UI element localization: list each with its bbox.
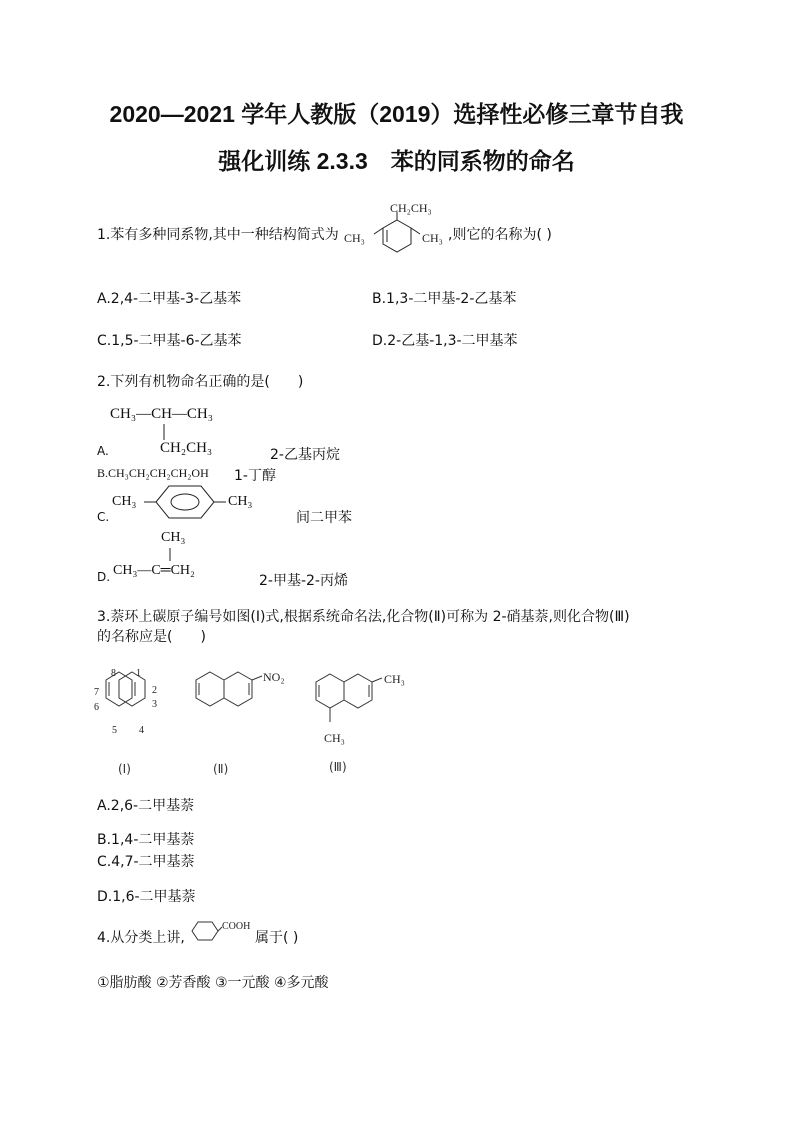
q4-stem-before: 4.从分类上讲, (97, 930, 185, 946)
q2-d-top: CH₃ (161, 530, 186, 545)
q1-option-a[interactable]: A.2,4-二甲基-3-乙基苯 (97, 291, 242, 307)
q3-fig1-label: (Ⅰ) (118, 762, 131, 776)
q1-left-methyl: CH₃ (344, 231, 365, 245)
q1-structure (340, 196, 460, 266)
q1-stem-before: 1.苯有多种同系物,其中一种结构简式为 (97, 227, 339, 243)
q3-fig1-num-6: 6 (94, 702, 99, 713)
q2-option-c[interactable]: C. (97, 510, 110, 524)
q1-stem-after: ,则它的名称为( ) (448, 227, 552, 243)
q3-fig3-dimethylnaphthalene (308, 664, 428, 754)
q3-option-d[interactable]: D.1,6-二甲基萘 (97, 889, 196, 905)
q3-fig1-num-1: 1 (136, 668, 141, 679)
q2-c-benzene (144, 484, 234, 528)
q2-c-name: 间二甲苯 (296, 510, 352, 526)
q4-benzoic-acid (186, 918, 256, 948)
q3-fig1-naphthalene (92, 660, 172, 736)
q3-fig1-num-5: 5 (112, 725, 117, 736)
q2-option-a[interactable]: A. (97, 444, 109, 458)
q3-fig1-num-8: 8 (111, 668, 116, 679)
q2-d-bond (166, 548, 176, 564)
page-title-line1: 2020—2021 学年人教版（2019）选择性必修三章节自我 (109, 101, 684, 127)
q2-option-d[interactable]: D. (97, 570, 111, 584)
q2-option-b[interactable]: B.CH₃CH₂CH₂CH₂OH (97, 466, 209, 480)
q2-c-right: CH₃ (228, 494, 253, 509)
q2-a-line2: CH₂CH₃ (160, 440, 213, 456)
q3-fig1-num-7: 7 (94, 687, 99, 698)
q1-right-methyl: CH₃ (422, 231, 443, 245)
q3-fig1-num-4: 4 (139, 725, 144, 736)
q2-d-main: CH₃—C═CH₂ (113, 563, 195, 578)
q3-option-c[interactable]: C.4,7-二甲基萘 (97, 854, 195, 870)
q3-fig3-group-bottom: CH₃ (324, 731, 345, 745)
page-title-line2: 强化训练 2.3.3 苯的同系物的命名 (218, 148, 575, 174)
q2-b-name: 1-丁醇 (234, 468, 276, 484)
q3-stem-line2: 的名称应是( ) (97, 629, 206, 645)
q3-option-a[interactable]: A.2,6-二甲基萘 (97, 798, 195, 814)
q1-ethyl-label: CH₂CH₃ (390, 201, 432, 215)
q2-a-line1: CH₃—CH—CH₃ (110, 406, 213, 422)
q4-choices: ①脂肪酸 ②芳香酸 ③一元酸 ④多元酸 (97, 975, 329, 991)
q1-option-d[interactable]: D.2-乙基-1,3-二甲基苯 (372, 333, 518, 349)
q3-option-b[interactable]: B.1,4-二甲基萘 (97, 832, 195, 848)
q2-stem: 2.下列有机物命名正确的是( ) (97, 374, 304, 390)
q1-option-c[interactable]: C.1,5-二甲基-6-乙基苯 (97, 333, 242, 349)
q3-stem-line1: 3.萘环上碳原子编号如图(Ⅰ)式,根据系统命名法,化合物(Ⅱ)可称为 2-硝基萘,则化合物(Ⅲ) (97, 609, 630, 625)
q3-fig1-num-2: 2 (152, 685, 157, 696)
q2-a-name: 2-乙基丙烷 (270, 447, 340, 463)
q3-fig3-label: (Ⅲ) (329, 760, 347, 774)
q3-fig2-nitronaphthalene (188, 664, 298, 724)
q3-fig2-group: NO₂ (263, 670, 285, 684)
q3-fig2-label: (Ⅱ) (213, 762, 229, 776)
q1-option-b[interactable]: B.1,3-二甲基-2-乙基苯 (372, 291, 517, 307)
q4-cooh-group: COOH (222, 921, 251, 932)
q4-stem-after: 属于( ) (255, 930, 299, 946)
q2-d-name: 2-甲基-2-丙烯 (259, 573, 348, 589)
q3-fig3-group-right: CH₃ (384, 672, 405, 686)
q3-fig1-num-3: 3 (152, 699, 157, 710)
q2-c-left: CH₃ (112, 494, 137, 509)
